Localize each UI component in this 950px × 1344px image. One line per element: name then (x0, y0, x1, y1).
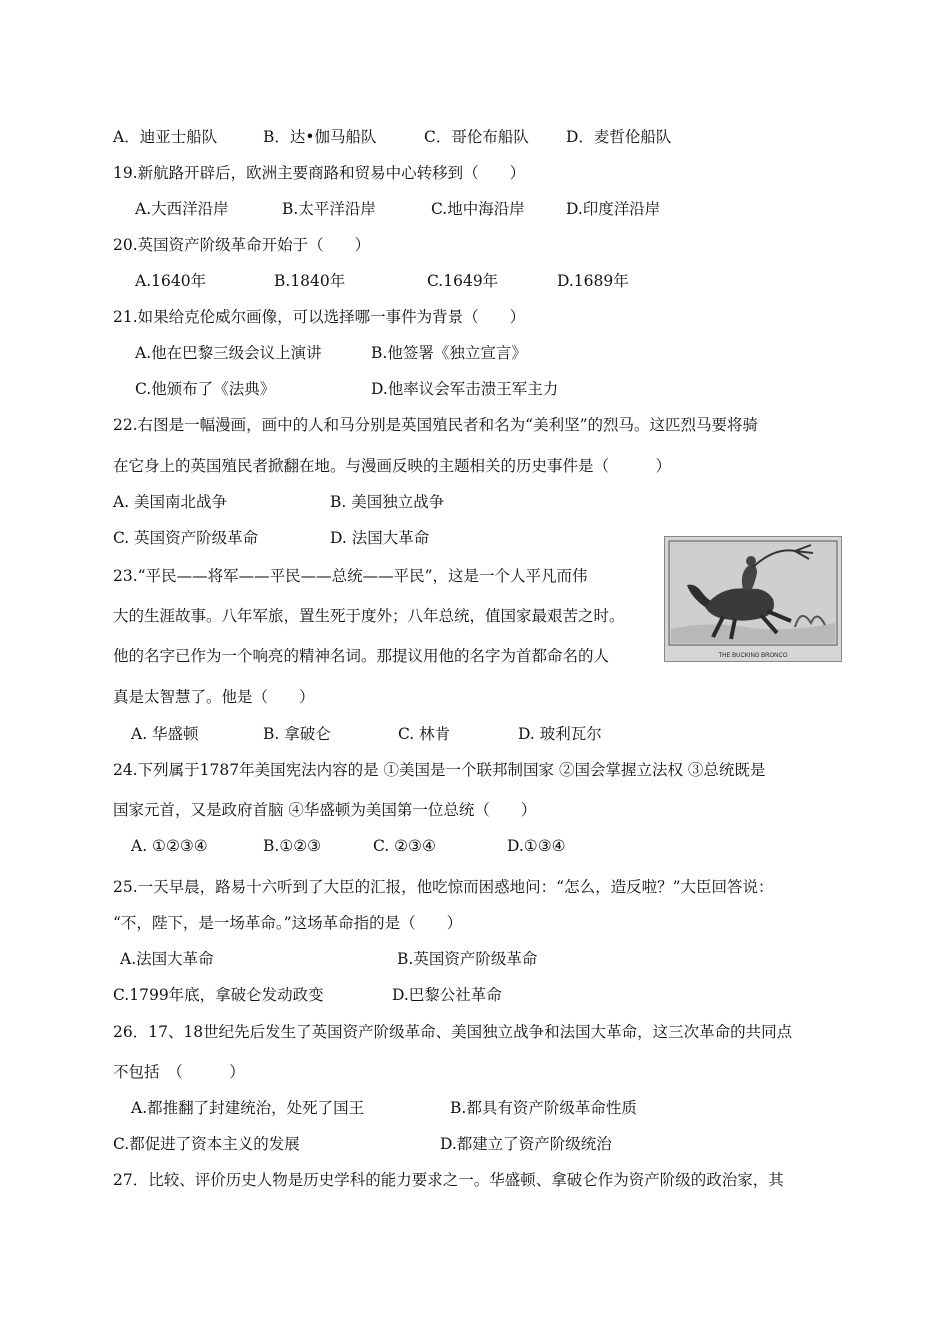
cartoon-image (664, 536, 842, 662)
q19-options-1: A.大西洋沿岸 (135, 200, 229, 218)
q18-options-4: D．麦哲伦船队 (566, 128, 672, 146)
q23-stem-3: 他的名字已作为一个响亮的精神名词。那提议用他的名字为首都命名的人 (113, 647, 610, 665)
q22-options-1-2: B. 美国独立战争 (330, 493, 445, 511)
q25-options-2-2: D.巴黎公社革命 (392, 986, 502, 1004)
cartoon-caption: THE BUCKING BRONCO (718, 653, 788, 659)
q24-options-3: C. ②③④ (373, 837, 436, 855)
q21-stem: 21.如果给克伦威尔画像，可以选择哪一事件为背景（ ） (113, 308, 526, 326)
q18-options-2: B．达•伽马船队 (263, 128, 377, 146)
q26-stem-2: 不包括 （ ） (113, 1063, 245, 1081)
q26-stem-1: 26．17、18世纪先后发生了英国资产阶级革命、美国独立战争和法国大革命，这三次革命的共同点 (113, 1023, 793, 1041)
q19-options-4: D.印度洋沿岸 (566, 200, 661, 218)
q20-options-1: A.1640年 (135, 272, 207, 290)
q22-options-2-2: D. 法国大革命 (330, 529, 430, 547)
q21-options-1-2: B.他签署《独立宣言》 (371, 344, 527, 362)
q23-stem-1: 23.“平民——将军——平民——总统——平民”，这是一个人平凡而伟 (113, 567, 588, 585)
q24-stem-2: 国家元首，又是政府首脑 ④华盛顿为美国第一位总统（ ） (113, 801, 537, 819)
q24-options-1: A. ①②③④ (131, 837, 208, 855)
q22-options-1-1: A. 美国南北战争 (113, 493, 228, 511)
q21-options-1-1: A.他在巴黎三级会议上演讲 (135, 344, 322, 362)
q20-options-4: D.1689年 (557, 272, 629, 290)
q23-stem-4: 真是太智慧了。他是（ ） (113, 688, 315, 706)
q25-stem-1: 25.一天早晨，路易十六听到了大臣的汇报，他吃惊而困惑地问：“怎么，造反啦？”大臣回答说： (113, 878, 774, 896)
q25-options-1-1: A.法国大革命 (120, 950, 214, 968)
q23-options-2: B. 拿破仑 (263, 725, 331, 743)
q21-options-2-2: D.他率议会军击溃王军主力 (371, 380, 559, 398)
q22-stem-1: 22.右图是一幅漫画，画中的人和马分别是英国殖民者和名为“美利坚”的烈马。这匹烈马要将骑 (113, 416, 759, 434)
q25-options-1-2: B.英国资产阶级革命 (397, 950, 538, 968)
q20-stem: 20.英国资产阶级革命开始于（ ） (113, 236, 371, 254)
q20-options-2: B.1840年 (274, 272, 346, 290)
q27-stem-1: 27．比较、评价历史人物是历史学科的能力要求之一。华盛顿、拿破仑作为资产阶级的政治家，其 (113, 1171, 784, 1189)
q21-options-2-1: C.他颁布了《法典》 (135, 380, 276, 398)
q18-options-3: C．哥伦布船队 (424, 128, 529, 146)
q19-stem: 19.新航路开辟后，欧洲主要商路和贸易中心转移到（ ） (113, 164, 526, 182)
q24-stem-1: 24.下列属于1787年美国宪法内容的是 ①美国是一个联邦制国家 ②国会掌握立法权 ③总统既是 (113, 761, 766, 779)
q23-options-1: A. 华盛顿 (131, 725, 199, 743)
q23-options-3: C. 林肯 (398, 725, 451, 743)
q26-options-2-2: D.都建立了资产阶级统治 (440, 1135, 612, 1153)
q22-stem-2: 在它身上的英国殖民者掀翻在地。与漫画反映的主题相关的历史事件是（ ） (113, 457, 672, 475)
horse-rider-cartoon-icon (665, 537, 841, 661)
q19-options-3: C.地中海沿岸 (431, 200, 525, 218)
q22-options-2-1: C. 英国资产阶级革命 (113, 529, 259, 547)
q24-options-2: B.①②③ (263, 837, 322, 855)
q19-options-2: B.太平洋沿岸 (282, 200, 376, 218)
q25-stem-2: “不，陛下，是一场革命。”这场革命指的是（ ） (113, 914, 463, 932)
q23-options-4: D. 玻利瓦尔 (518, 725, 602, 743)
q18-options-1: A．迪亚士船队 (113, 128, 218, 146)
q20-options-3: C.1649年 (427, 272, 499, 290)
q24-options-4: D.①③④ (507, 837, 566, 855)
q26-options-2-1: C.都促进了资本主义的发展 (113, 1135, 300, 1153)
q26-options-1-2: B.都具有资产阶级革命性质 (450, 1099, 637, 1117)
q25-options-2-1: C.1799年底，拿破仑发动政变 (113, 986, 324, 1004)
q26-options-1-1: A.都推翻了封建统治，处死了国王 (131, 1099, 365, 1117)
q23-stem-2: 大的生涯故事。八年军旅，置生死于度外；八年总统，值国家最艰苦之时。 (113, 607, 625, 625)
